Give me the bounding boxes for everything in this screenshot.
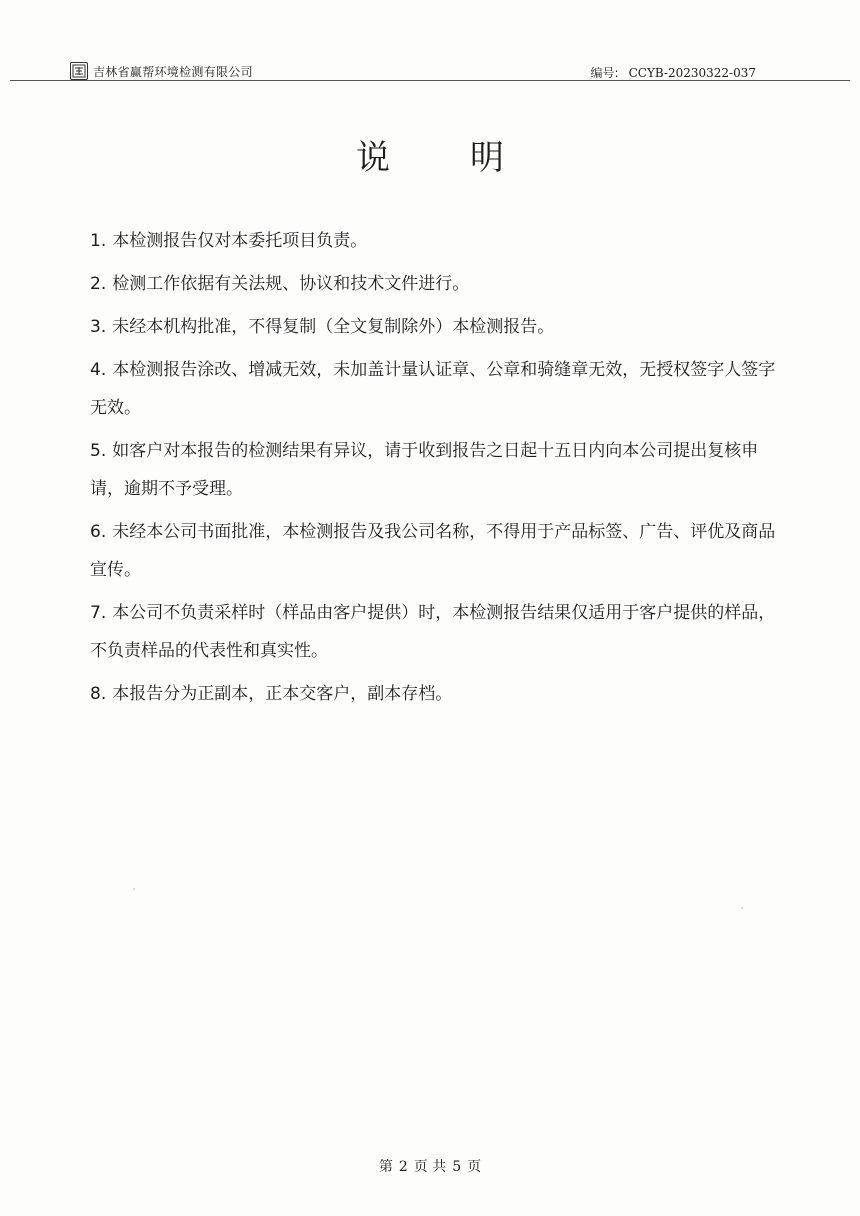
page-header	[70, 60, 780, 82]
list-item-number: 5.	[90, 441, 107, 461]
list-item	[90, 308, 780, 346]
list-item-text: 本检测报告仅对本委托项目负责。	[112, 231, 368, 251]
list-item-text: 本公司不负责采样时（样品由客户提供）时，本检测报告结果仅适用于客户提供的样品，不负责样品的代表性和真实性。	[90, 603, 776, 661]
page-total: 5	[452, 1159, 462, 1175]
company-logo-icon	[70, 62, 88, 80]
page-number: 2	[398, 1159, 408, 1175]
list-item-number: 2.	[90, 274, 107, 294]
list-item	[90, 265, 780, 303]
list-item	[90, 222, 780, 260]
page-label-prefix: 第	[378, 1159, 393, 1175]
list-item-text: 未经本公司书面批准，本检测报告及我公司名称，不得用于产品标签、广告、评优及商品宣传。	[90, 522, 776, 580]
list-item	[90, 351, 780, 427]
list-item	[90, 432, 780, 508]
page-footer	[0, 1156, 860, 1176]
report-number-value: CCYB-20230322-037	[628, 66, 756, 80]
header-rule	[10, 80, 850, 81]
scan-speck	[133, 888, 135, 890]
list-item-text: 如客户对本报告的检测结果有异议，请于收到报告之日起十五日内向本公司提出复核申请，逾期不予受理。	[90, 441, 759, 499]
list-item-text: 未经本机构批准，不得复制（全文复制除外）本检测报告。	[112, 317, 555, 337]
list-item-number: 3.	[90, 317, 107, 337]
page-label-suffix: 页	[467, 1159, 482, 1175]
company-name: 吉林省赢帮环境检测有限公司	[93, 65, 253, 79]
list-item-number: 7.	[90, 603, 107, 623]
list-item	[90, 675, 780, 713]
page-label-mid: 页 共	[413, 1159, 447, 1175]
list-item-number: 6.	[90, 522, 107, 542]
list-item-text: 本报告分为正副本，正本交客户，副本存档。	[112, 684, 453, 704]
list-item-number: 8.	[90, 684, 107, 704]
report-number	[591, 64, 756, 81]
list-item-text: 检测工作依据有关法规、协议和技术文件进行。	[112, 274, 470, 294]
page-title: 说明	[356, 138, 584, 178]
report-number-label: 编号:	[590, 66, 619, 80]
list-item-text: 本检测报告涂改、增减无效，未加盖计量认证章、公章和骑缝章无效，无授权签字人签字无效。	[90, 360, 776, 418]
list-item	[90, 594, 780, 670]
list-item-number: 1.	[90, 231, 107, 251]
list-item-number: 4.	[90, 360, 107, 380]
notes-list	[90, 222, 780, 718]
scan-speck	[741, 907, 743, 909]
list-item	[90, 513, 780, 589]
